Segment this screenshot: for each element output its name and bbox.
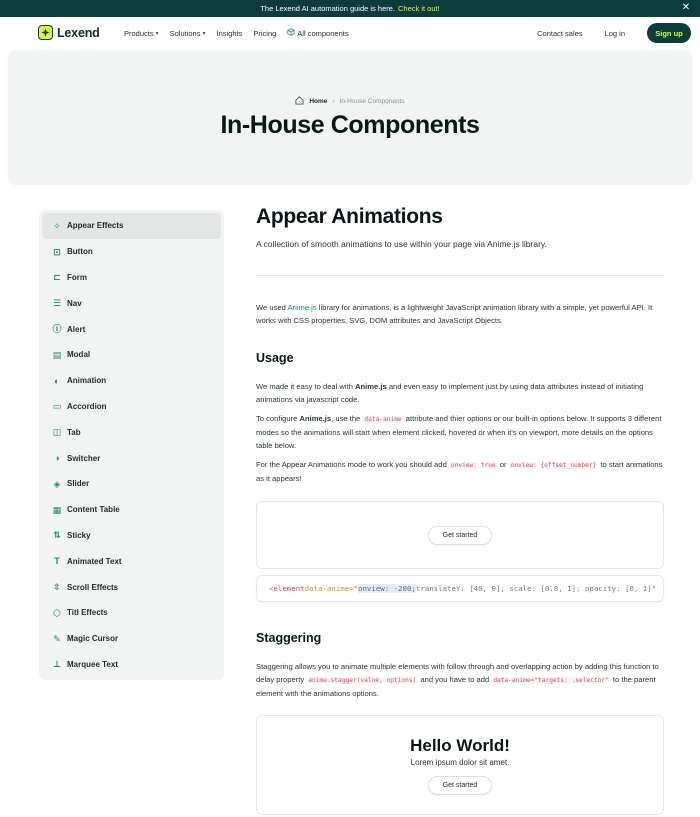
login-link[interactable]: Log in bbox=[604, 28, 625, 38]
section-title: Appear Animations bbox=[256, 205, 443, 228]
nav-all-components[interactable] bbox=[287, 28, 348, 38]
demo-subtitle: Lorem ipsum dolor sit amet. bbox=[410, 758, 510, 767]
breadcrumb-current: In-House Components bbox=[339, 98, 405, 105]
sidebar-item-appear-effects[interactable] bbox=[42, 213, 221, 239]
sidebar-item-modal[interactable] bbox=[42, 342, 221, 368]
sidebar-item-label: Sticky bbox=[67, 530, 91, 540]
code-rest: translateY: [40, 0]; scale: [0.8, 1]; opacity: [0, 1]" bbox=[415, 584, 657, 593]
box-icon bbox=[287, 28, 295, 38]
announcement-link[interactable]: Check it out! bbox=[398, 4, 440, 13]
usage-text: For the Appear Animations mode to work you should add bbox=[256, 460, 449, 469]
nav-insights-label: Insights bbox=[216, 28, 243, 38]
sidebar-item-scroll-effects[interactable] bbox=[42, 574, 221, 600]
usage-paragraph-1 bbox=[256, 380, 664, 406]
nav-pricing[interactable] bbox=[253, 29, 276, 38]
animejs-link[interactable]: Anime.js bbox=[287, 303, 317, 312]
sidebar-item-titl-effects[interactable] bbox=[42, 600, 221, 626]
chevron-down-icon: ▾ bbox=[155, 30, 159, 37]
code-attr: data-anime=" bbox=[304, 584, 359, 593]
staggering-text: and you have to add bbox=[418, 675, 492, 684]
usage-text: to start animations as it appears! bbox=[256, 460, 663, 483]
layers-icon: ◈ bbox=[53, 478, 61, 489]
announcement-text: The Lexend AI automation guide is here. bbox=[260, 4, 395, 13]
sidebar-item-label: Titl Effects bbox=[67, 608, 108, 618]
usage-text: attribute and thier options or our built-in options below. It supports 3 different modes so the animations will start when element clicked, hovered or when it's on viewport, more details on the options table below. bbox=[256, 414, 662, 450]
sidebar-item-animated-text[interactable] bbox=[42, 548, 221, 574]
sidebar-item-label: Animation bbox=[67, 376, 107, 386]
sidebar-item-label: Tab bbox=[67, 427, 81, 437]
nav-solutions[interactable] bbox=[170, 29, 206, 38]
usage-demo-box bbox=[256, 501, 664, 569]
chevron-down-icon: ▾ bbox=[202, 30, 206, 37]
wand-icon: ✎ bbox=[53, 633, 61, 644]
nav-all-components-label: All components bbox=[297, 28, 349, 38]
alert-icon: ⓘ bbox=[52, 324, 62, 335]
usage-bold: Anime.js bbox=[355, 382, 387, 391]
sidebar-item-animation[interactable] bbox=[42, 368, 221, 394]
toggle-icon: ◑ bbox=[54, 453, 60, 464]
contact-sales-link[interactable]: Contact sales bbox=[537, 28, 583, 38]
sidebar-item-tab[interactable] bbox=[42, 419, 221, 445]
sidebar-item-label: Marquee Text bbox=[67, 659, 118, 669]
section-lead: A collection of smooth animations to use within your page via Anime.js library. bbox=[256, 239, 547, 249]
inline-code: anime.stagger(value, options) bbox=[308, 677, 417, 684]
usage-text: To configure bbox=[256, 414, 300, 423]
staggering-heading: Staggering bbox=[256, 631, 322, 645]
sidebar-item-form[interactable] bbox=[42, 265, 221, 291]
staggering-paragraph bbox=[256, 660, 664, 700]
staggering-text: Staggering allows you to animate multiple elements with follow through and overlapping action by adding this function to delay property bbox=[256, 662, 659, 684]
inline-code: onview: true bbox=[450, 462, 496, 469]
marquee-icon: ⊥ bbox=[52, 659, 62, 670]
intro-paragraph bbox=[256, 301, 664, 327]
divider bbox=[256, 275, 664, 276]
sidebar-item-magic-cursor[interactable] bbox=[42, 626, 221, 652]
sidebar-item-marquee-text[interactable] bbox=[42, 652, 221, 678]
usage-paragraph-3 bbox=[256, 458, 664, 485]
main-content bbox=[256, 205, 664, 815]
staggering-text: to the parent element with the animations options. bbox=[256, 675, 656, 698]
list-icon: ☰ bbox=[52, 298, 62, 309]
sidebar-item-accordion[interactable] bbox=[42, 394, 221, 420]
sidebar-item-label: Button bbox=[67, 247, 93, 257]
logo[interactable] bbox=[38, 25, 100, 40]
code-snippet bbox=[256, 575, 664, 602]
sidebar-item-label: Accordion bbox=[67, 401, 107, 411]
form-icon: ⊏ bbox=[53, 272, 61, 283]
code-tag: <element bbox=[269, 584, 305, 593]
usage-paragraph-2 bbox=[256, 412, 664, 452]
usage-bold: Anime.js bbox=[299, 414, 332, 423]
sidebar-item-label: Alert bbox=[67, 324, 86, 334]
breadcrumb-home[interactable]: Home bbox=[309, 98, 328, 105]
main-nav bbox=[124, 28, 349, 38]
sidebar-item-label: Switcher bbox=[67, 453, 101, 463]
sparkle-icon: ✧ bbox=[53, 220, 61, 231]
logo-mark-icon bbox=[38, 25, 53, 40]
sticky-icon: ⇅ bbox=[53, 530, 61, 541]
sidebar-item-nav[interactable] bbox=[42, 290, 221, 316]
usage-heading: Usage bbox=[256, 351, 294, 365]
nav-solutions-label: Solutions bbox=[169, 28, 201, 38]
intro-text: We used bbox=[256, 303, 288, 312]
modal-icon: ▤ bbox=[52, 349, 62, 360]
nav-insights[interactable] bbox=[217, 29, 243, 38]
sidebar-item-label: Animated Text bbox=[67, 556, 122, 566]
sidebar-item-label: Appear Effects bbox=[67, 221, 124, 231]
sidebar-item-label: Magic Cursor bbox=[67, 634, 119, 644]
logo-text: Lexend bbox=[57, 25, 100, 40]
sidebar-item-label: Content Table bbox=[67, 505, 120, 515]
sidebar-item-label: Slider bbox=[67, 479, 90, 489]
sidebar-item-label: Nav bbox=[67, 298, 82, 308]
sidebar-item-label: Scroll Effects bbox=[67, 582, 119, 592]
close-icon[interactable]: ✕ bbox=[681, 2, 691, 13]
site-header bbox=[0, 17, 700, 51]
sidebar-item-sticky[interactable] bbox=[42, 523, 221, 549]
staggering-demo-box bbox=[256, 715, 664, 815]
table-icon: ▦ bbox=[52, 504, 62, 515]
home-icon bbox=[295, 96, 304, 107]
nav-products-label: Products bbox=[124, 28, 154, 38]
inline-code: onview: {offset_number} bbox=[510, 462, 597, 469]
usage-text: and even easy to implement just by using data attributes instead of initiating animations via javascript code. bbox=[256, 382, 644, 404]
usage-text: , use the bbox=[331, 414, 363, 423]
sidebar-item-switcher[interactable] bbox=[42, 445, 221, 471]
chevron-right-icon: › bbox=[332, 98, 335, 105]
inline-code: data-anime bbox=[364, 416, 402, 423]
sidebar-item-label: Modal bbox=[67, 350, 91, 360]
signup-button[interactable]: Sign up bbox=[647, 23, 691, 43]
tab-icon: ◫ bbox=[52, 427, 62, 438]
animation-icon: ◐ bbox=[54, 375, 60, 386]
scroll-icon: ⇳ bbox=[53, 582, 61, 593]
breadcrumb bbox=[8, 96, 692, 107]
header-actions bbox=[537, 23, 691, 43]
accordion-icon: ▭ bbox=[52, 401, 62, 412]
page-title: In-House Components bbox=[220, 111, 480, 139]
inline-code: data-anime="targets: .selector" bbox=[493, 677, 609, 684]
sidebar bbox=[39, 210, 224, 680]
sidebar-item-alert[interactable] bbox=[42, 316, 221, 342]
code-highlight: onview: -200; bbox=[358, 584, 416, 593]
get-started-button[interactable]: Get started bbox=[428, 776, 492, 795]
nav-products[interactable] bbox=[124, 29, 159, 38]
text-icon: T bbox=[54, 556, 60, 567]
sidebar-item-content-table[interactable] bbox=[42, 497, 221, 523]
intro-text: library for animations, is a lightweight JavaScript animation library with a simple, yet powerful API. It works with CSS properties, SVG, DOM attributes and JavaScript Objects. bbox=[256, 303, 653, 325]
usage-text: We made it easy to deal with bbox=[256, 382, 356, 391]
sidebar-item-button[interactable] bbox=[42, 239, 221, 265]
announcement-bar bbox=[0, 0, 700, 17]
get-started-button[interactable]: Get started bbox=[428, 526, 492, 545]
nav-pricing-label: Pricing bbox=[253, 28, 277, 38]
hero-section bbox=[8, 50, 692, 184]
cube-icon: ⬡ bbox=[53, 607, 61, 618]
cursor-icon: ⊡ bbox=[53, 246, 61, 257]
demo-title: Hello World! bbox=[410, 736, 510, 755]
sidebar-item-label: Form bbox=[67, 272, 87, 282]
sidebar-item-slider[interactable] bbox=[42, 471, 221, 497]
usage-text: or bbox=[497, 460, 509, 469]
